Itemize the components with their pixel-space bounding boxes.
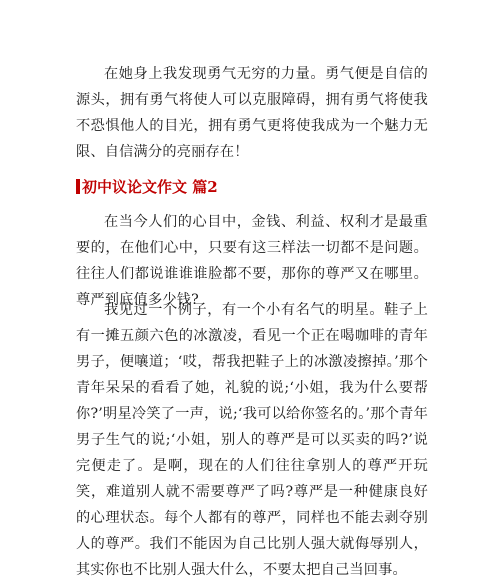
heading-marker bbox=[76, 179, 80, 194]
section-heading bbox=[76, 175, 218, 197]
paragraph-1: 在她身上我发现勇气无穷的力量。勇气便是自信的源头，拥有勇气将使人可以克服障碍，拥有勇气将使我不恐惧他人的目光，拥有勇气更将使我成为一个魅力无限、自信满分的亮丽存在！ bbox=[76, 66, 428, 160]
paragraph-3: 我见过一个例子，有一个小有名气的明星。鞋子上有一摊五颜六色的冰激凌，看见一个正在喝咖啡的青年男子，便嚷道；‘哎，帮我把鞋子上的冰激凌擦掉。’那个青年呆呆的看看了她，礼貌的说;‘小姐，我为什么要帮你?’明星冷笑了一声，说;‘我可以给你签名的。’那个青年男子生气的说;‘小姐，别人的尊严是可以买卖的吗?’说完便走了。是啊，现在的人们往往拿别人的尊严开玩笑，难道别人就不需要尊严了吗?尊严是一种健康良好的心理状态。每个人都有的尊严，同样也不能去剥夺别人的尊严。我们不能因为自己比别人强大就侮辱别人，其实你也不比别人强大什么，不要太把自己当回事。 bbox=[76, 302, 428, 578]
paragraph-2: 在当今人们的心目中，金钱、利益、权利才是最重要的，在他们心中，只要有这三样法一切都不是问题。往往人们都说谁谁谁脸都不要，那你的尊严又在哪里。尊严到底值多少钱? bbox=[76, 214, 428, 308]
section-heading-text: 初中议论文作文 篇2 bbox=[82, 177, 218, 196]
